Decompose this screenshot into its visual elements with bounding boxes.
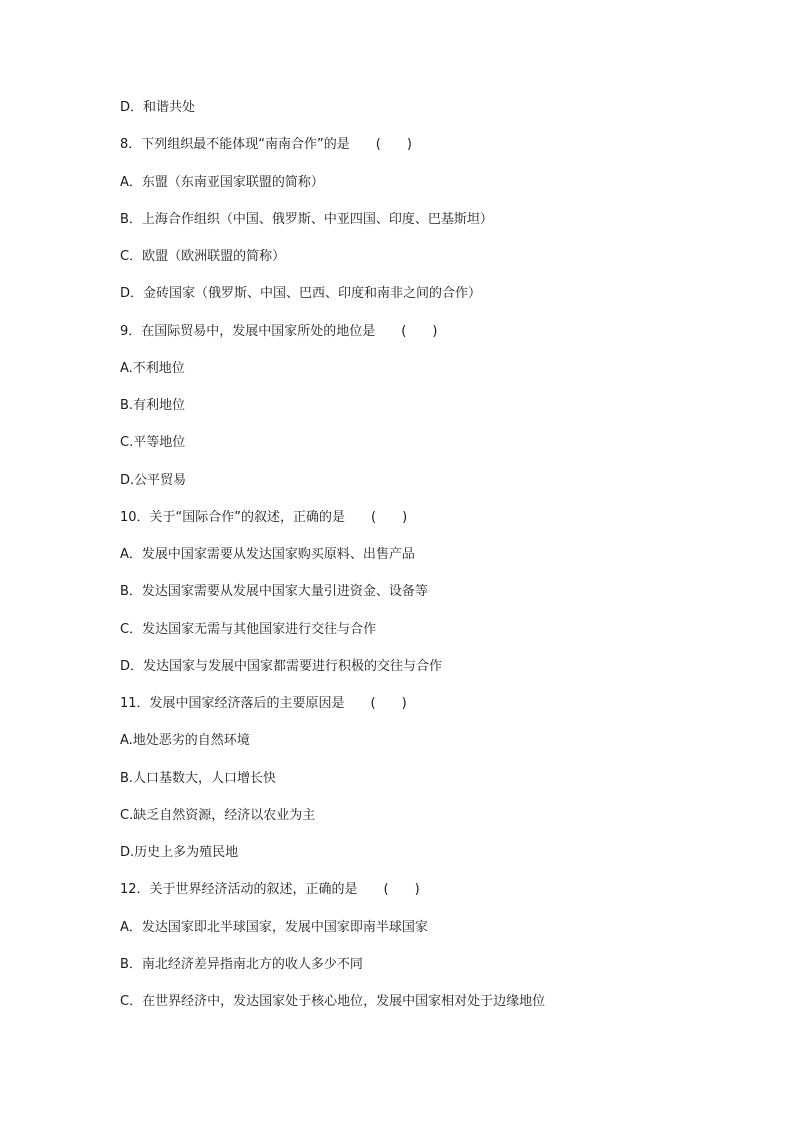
line-text: D．和谐共处 <box>120 100 196 115</box>
line-text: B.人口基数大，人口增长快 <box>120 771 277 786</box>
option-11d <box>120 844 238 862</box>
option-9b <box>120 397 185 415</box>
option-11c <box>120 807 315 825</box>
answer-blank: ( ) <box>371 510 408 525</box>
option-8b <box>120 211 493 229</box>
answer-blank: ( ) <box>370 696 407 711</box>
line-text: C.平等地位 <box>120 435 186 450</box>
line-text: C.缺乏自然资源，经济以农业为主 <box>120 808 316 823</box>
line-text: B．南北经济差异指南北方的收人多少不同 <box>120 957 363 972</box>
line-text: A．发达国家即北半球国家，发展中国家即南半球国家 <box>120 920 428 935</box>
option-9d <box>120 472 186 490</box>
line-text: B．发达国家需要从发展中国家大量引进资金、设备等 <box>120 584 428 599</box>
option-10b <box>120 583 428 601</box>
question-text: 9．在国际贸易中，发展中国家所处的地位是 <box>120 324 376 339</box>
option-10d <box>120 658 442 676</box>
option-10c <box>120 621 376 639</box>
question-text: 12．关于世界经济活动的叙述，正确的是 <box>120 882 358 897</box>
line-text: D.历史上多为殖民地 <box>120 845 239 860</box>
option-10a <box>120 546 415 564</box>
line-text: C．发达国家无需与其他国家进行交往与合作 <box>120 622 377 637</box>
question-11 <box>120 695 407 713</box>
line-text: D．发达国家与发展中国家都需要进行积极的交往与合作 <box>120 659 443 674</box>
line-text: A．发展中国家需要从发达国家购买原料、出售产品 <box>120 547 415 562</box>
answer-blank: ( ) <box>375 137 412 152</box>
answer-blank: ( ) <box>383 882 420 897</box>
option-8a <box>120 174 324 192</box>
question-8 <box>120 136 412 154</box>
question-text: 10．关于“国际合作”的叙述，正确的是 <box>120 510 346 525</box>
answer-blank: ( ) <box>401 324 438 339</box>
line-text: A.地处恶劣的自然环境 <box>120 733 250 748</box>
line-text: B.有利地位 <box>120 398 186 413</box>
line-text: A.不利地位 <box>120 361 185 376</box>
line-text: D．金砖国家（俄罗斯、中国、巴西、印度和南非之间的合作） <box>120 286 482 301</box>
line-text: B．上海合作组织（中国、俄罗斯、中亚四国、印度、巴基斯坦） <box>120 212 493 227</box>
option-9c <box>120 434 185 452</box>
option-8d <box>120 285 481 303</box>
question-text: 11．发展中国家经济落后的主要原因是 <box>120 696 345 711</box>
option-11b <box>120 770 276 788</box>
option-9a <box>120 360 185 378</box>
line-text: C．在世界经济中，发达国家处于核心地位，发展中国家相对处于边缘地位 <box>120 994 546 1009</box>
option-7d <box>120 99 195 117</box>
option-12c <box>120 993 545 1011</box>
option-11a <box>120 732 250 750</box>
line-text: A．东盟（东南亚国家联盟的简称） <box>120 175 324 190</box>
question-10 <box>120 509 407 527</box>
question-text: 8．下列组织最不能体现“南南合作”的是 <box>120 137 350 152</box>
option-12b <box>120 956 363 974</box>
question-12 <box>120 881 420 899</box>
option-12a <box>120 919 428 937</box>
line-text: D.公平贸易 <box>120 473 187 488</box>
line-text: C．欧盟（欧洲联盟的简称） <box>120 249 286 264</box>
question-9 <box>120 323 437 341</box>
option-8c <box>120 248 285 266</box>
